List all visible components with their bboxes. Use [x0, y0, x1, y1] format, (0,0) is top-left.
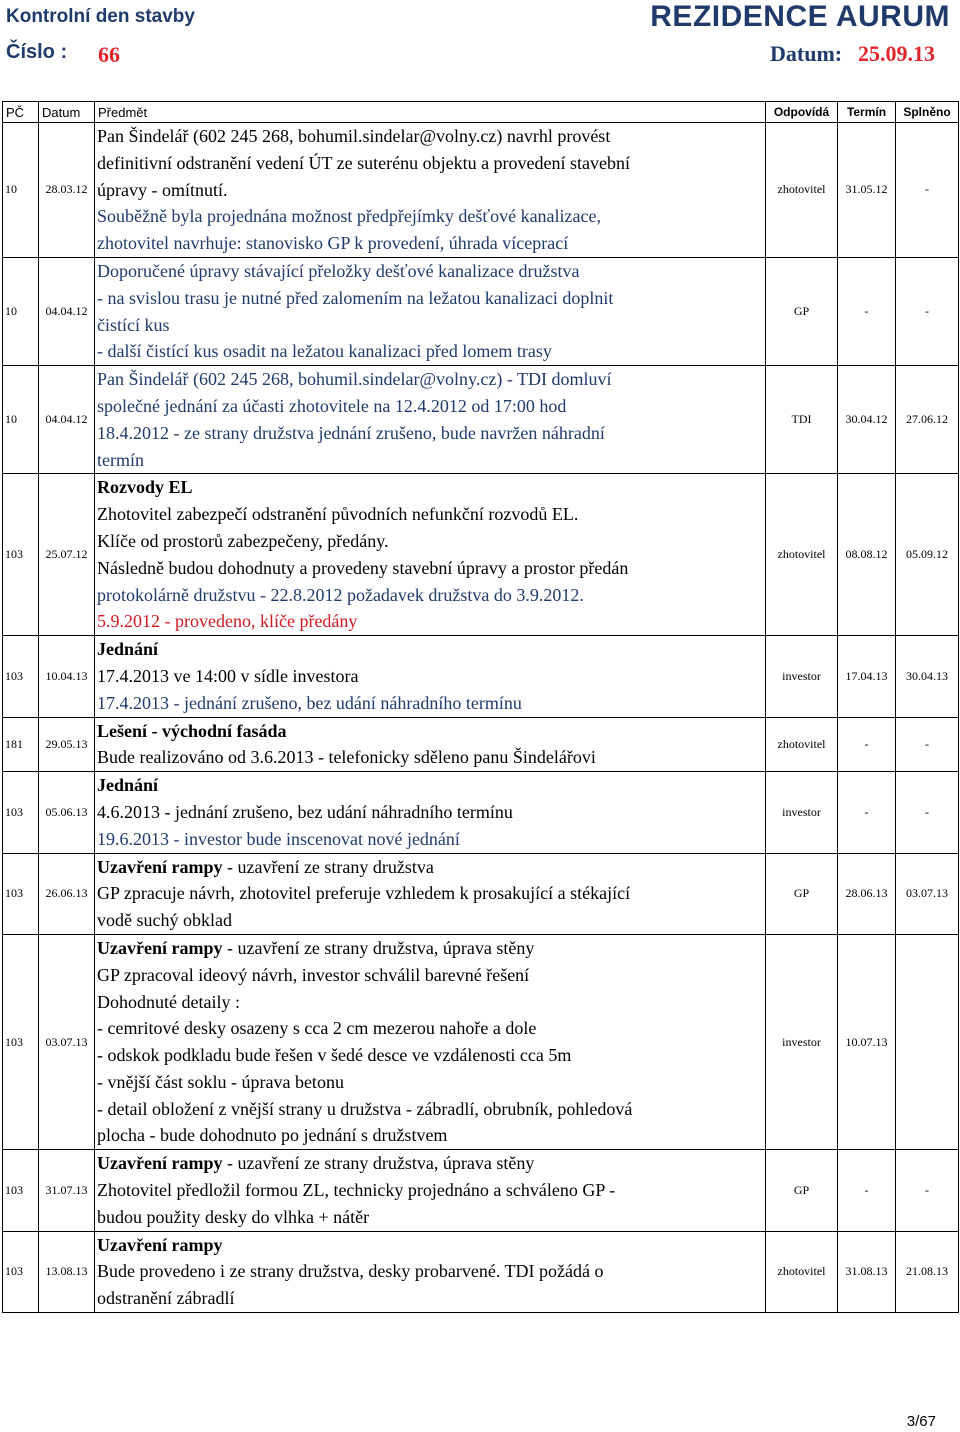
row-deadline: 31.05.12	[838, 123, 896, 258]
subject-line: Uzavření rampy	[97, 1234, 223, 1255]
subject-line: čistící kus	[97, 314, 170, 335]
row-date: 31.07.13	[39, 1150, 95, 1231]
row-responsible: investor	[766, 636, 838, 717]
document-title: Kontrolní den stavby	[6, 6, 195, 27]
row-deadline: 17.04.13	[838, 636, 896, 717]
subject-line: protokolárně družstvu - 22.8.2012 požadavek družstva do 3.9.2012.	[97, 584, 584, 605]
table-row	[3, 636, 959, 717]
row-subject	[95, 934, 766, 1149]
row-responsible: GP	[766, 853, 838, 934]
subject-line: definitivní odstranění vedení ÚT ze suterénu objektu a provedení stavební	[97, 152, 631, 173]
row-responsible: investor	[766, 934, 838, 1149]
subject-line: úpravy - omítnutí.	[97, 179, 228, 200]
row-completed: -	[896, 1150, 959, 1231]
row-subject	[95, 257, 766, 365]
table-row	[3, 853, 959, 934]
row-number: 103	[3, 474, 39, 636]
subject-line: Jednání	[97, 639, 159, 660]
row-date: 03.07.13	[39, 934, 95, 1149]
subject-line: Zhotovitel předložil formou ZL, technicky projednáno a schváleno GP -	[97, 1180, 616, 1201]
subject-line: plocha - bude dohodnuto po jednání s družstvem	[97, 1125, 448, 1146]
subject-line: Klíče od prostorů zabezpečeny, předány.	[97, 530, 389, 551]
subject-line: GP zpracoval ideový návrh, investor schválil barevné řešení	[97, 964, 530, 985]
row-date: 28.03.12	[39, 123, 95, 258]
row-subject	[95, 366, 766, 474]
row-subject	[95, 772, 766, 853]
subject-line: Uzavření rampy - uzavření ze strany družstva, úprava stěny	[97, 1153, 535, 1174]
table-row	[3, 474, 959, 636]
row-date: 04.04.12	[39, 366, 95, 474]
subject-line: Bude provedeno i ze strany družstva, desky probarvené. TDI požádá o	[97, 1261, 604, 1282]
row-number: 103	[3, 636, 39, 717]
row-number: 103	[3, 1150, 39, 1231]
project-name: REZIDENCE AURUM	[650, 0, 950, 33]
subject-line: Souběžně byla projednána možnost předpřejímky dešťové kanalizace,	[97, 206, 602, 227]
subject-line: Rozvody EL	[97, 477, 193, 498]
row-number: 10	[3, 257, 39, 365]
row-deadline: -	[838, 1150, 896, 1231]
subject-heading: Uzavření rampy	[97, 1153, 223, 1174]
subject-line: Zhotovitel zabezpečí odstranění původních nefunkční rozvodů EL.	[97, 504, 579, 525]
items-table	[2, 101, 959, 1313]
row-subject	[95, 717, 766, 772]
row-date: 13.08.13	[39, 1231, 95, 1312]
subject-line: 17.4.2013 ve 14:00 v sídle investora	[97, 665, 359, 686]
table-row	[3, 123, 959, 258]
row-deadline: -	[838, 772, 896, 853]
subject-line: Uzavření rampy - uzavření ze strany družstva, úprava stěny	[97, 937, 535, 958]
subject-line: zhotovitel navrhuje: stanovisko GP k provedení, úhrada víceprací	[97, 233, 569, 254]
subject-line: 4.6.2013 - jednání zrušeno, bez udání náhradního termínu	[97, 801, 513, 822]
row-date: 26.06.13	[39, 853, 95, 934]
subject-line: Jednání	[97, 775, 159, 796]
subject-line: - vnější část soklu - úprava betonu	[97, 1071, 344, 1092]
row-completed: -	[896, 123, 959, 258]
row-number: 103	[3, 853, 39, 934]
subject-line: Uzavření rampy - uzavření ze strany družstva	[97, 856, 434, 877]
table-row	[3, 772, 959, 853]
row-deadline: 30.04.12	[838, 366, 896, 474]
row-number: 103	[3, 772, 39, 853]
subject-line: vodě suchý obklad	[97, 910, 232, 931]
row-deadline: 10.07.13	[838, 934, 896, 1149]
page-number: 3/67	[906, 1413, 936, 1430]
subject-line: - na svislou trasu je nutné před zalomením na ležatou kanalizaci doplnit	[97, 287, 614, 308]
col-header-predmet: Předmět	[95, 102, 766, 123]
subject-line: Pan Šindelář (602 245 268, bohumil.sindelar@volny.cz) navrhl provést	[97, 126, 611, 146]
row-number: 181	[3, 717, 39, 772]
subject-line: GP zpracuje návrh, zhotovitel preferuje vzhledem k prosakující a stékající	[97, 883, 631, 904]
row-responsible: zhotovitel	[766, 123, 838, 258]
row-date: 25.07.12	[39, 474, 95, 636]
subject-line: termín	[97, 449, 144, 470]
subject-line: Lešení - východní fasáda	[97, 720, 287, 741]
col-header-pc: PČ	[3, 102, 39, 123]
number-label: Číslo :	[6, 41, 68, 63]
subject-line: - odskok podkladu bude řešen v šedé desce ve vzdálenosti cca 5m	[97, 1045, 572, 1066]
row-number: 10	[3, 366, 39, 474]
number-value: 66	[98, 42, 120, 67]
row-subject	[95, 123, 766, 258]
row-completed: 05.09.12	[896, 474, 959, 636]
table-header-row	[3, 102, 959, 123]
subject-line: odstranění zábradlí	[97, 1288, 235, 1309]
subject-line: - detail obložení z vnější strany u družstva - zábradlí, obrubník, pohledová	[97, 1098, 633, 1119]
subject-line: 18.4.2012 - ze strany družstva jednání zrušeno, bude navržen náhradní	[97, 422, 605, 443]
table-row	[3, 1150, 959, 1231]
row-completed: 03.07.13	[896, 853, 959, 934]
table-row	[3, 934, 959, 1149]
row-completed: 21.08.13	[896, 1231, 959, 1312]
subject-heading: Uzavření rampy	[97, 937, 223, 958]
subject-line: Pan Šindelář (602 245 268, bohumil.sindelar@volny.cz) - TDI domluví	[97, 369, 612, 390]
row-completed: 30.04.13	[896, 636, 959, 717]
row-completed: 27.06.12	[896, 366, 959, 474]
row-completed: -	[896, 717, 959, 772]
date-value: 25.09.13	[858, 41, 935, 66]
row-subject	[95, 1231, 766, 1312]
subject-line: 19.6.2013 - investor bude inscenovat nové jednání	[97, 828, 460, 849]
subject-line: Následně budou dohodnuty a provedeny stavební úpravy a prostor předán	[97, 557, 629, 578]
row-deadline: 31.08.13	[838, 1231, 896, 1312]
date-label: Datum:	[770, 41, 843, 66]
col-header-odpovida: Odpovídá	[766, 102, 838, 123]
row-subject	[95, 636, 766, 717]
subject-line: - další čistící kus osadit na ležatou kanalizaci před lomem trasy	[97, 341, 552, 362]
row-number: 10	[3, 123, 39, 258]
subject-line: - cemritové desky osazeny s cca 2 cm mezerou nahoře a dole	[97, 1018, 537, 1039]
row-deadline: -	[838, 257, 896, 365]
col-header-termin: Termín	[838, 102, 896, 123]
row-responsible: zhotovitel	[766, 474, 838, 636]
subject-line: 5.9.2012 - provedeno, klíče předány	[97, 611, 358, 632]
row-deadline: -	[838, 717, 896, 772]
row-responsible: GP	[766, 257, 838, 365]
subject-heading: Uzavření rampy	[97, 856, 223, 877]
col-header-splneno: Splněno	[896, 102, 959, 123]
table-row	[3, 717, 959, 772]
row-responsible: investor	[766, 772, 838, 853]
table-body	[3, 123, 959, 1313]
row-responsible: zhotovitel	[766, 1231, 838, 1312]
row-responsible: TDI	[766, 366, 838, 474]
row-date: 04.04.12	[39, 257, 95, 365]
row-number: 103	[3, 934, 39, 1149]
row-completed: -	[896, 772, 959, 853]
document-header	[0, 0, 960, 100]
row-date: 29.05.13	[39, 717, 95, 772]
row-completed	[896, 934, 959, 1149]
row-subject	[95, 1150, 766, 1231]
col-header-datum: Datum	[39, 102, 95, 123]
row-subject	[95, 474, 766, 636]
row-completed: -	[896, 257, 959, 365]
subject-line: Doporučené úpravy stávající přeložky dešťové kanalizace družstva	[97, 260, 580, 281]
table-row	[3, 366, 959, 474]
subject-line: 17.4.2013 - jednání zrušeno, bez udání náhradního termínu	[97, 692, 522, 713]
subject-line: Dohodnuté detaily :	[97, 991, 240, 1012]
row-subject	[95, 853, 766, 934]
row-responsible: GP	[766, 1150, 838, 1231]
row-date: 05.06.13	[39, 772, 95, 853]
row-deadline: 08.08.12	[838, 474, 896, 636]
subject-line: společné jednání za účasti zhotovitele na 12.4.2012 od 17:00 hod	[97, 395, 567, 416]
row-deadline: 28.06.13	[838, 853, 896, 934]
table-row	[3, 257, 959, 365]
row-date: 10.04.13	[39, 636, 95, 717]
row-responsible: zhotovitel	[766, 717, 838, 772]
subject-line: Bude realizováno od 3.6.2013 - telefonicky sděleno panu Šindelářovi	[97, 747, 596, 768]
row-number: 103	[3, 1231, 39, 1312]
subject-line: budou použity desky do vlhka + nátěr	[97, 1206, 370, 1227]
table-row	[3, 1231, 959, 1312]
